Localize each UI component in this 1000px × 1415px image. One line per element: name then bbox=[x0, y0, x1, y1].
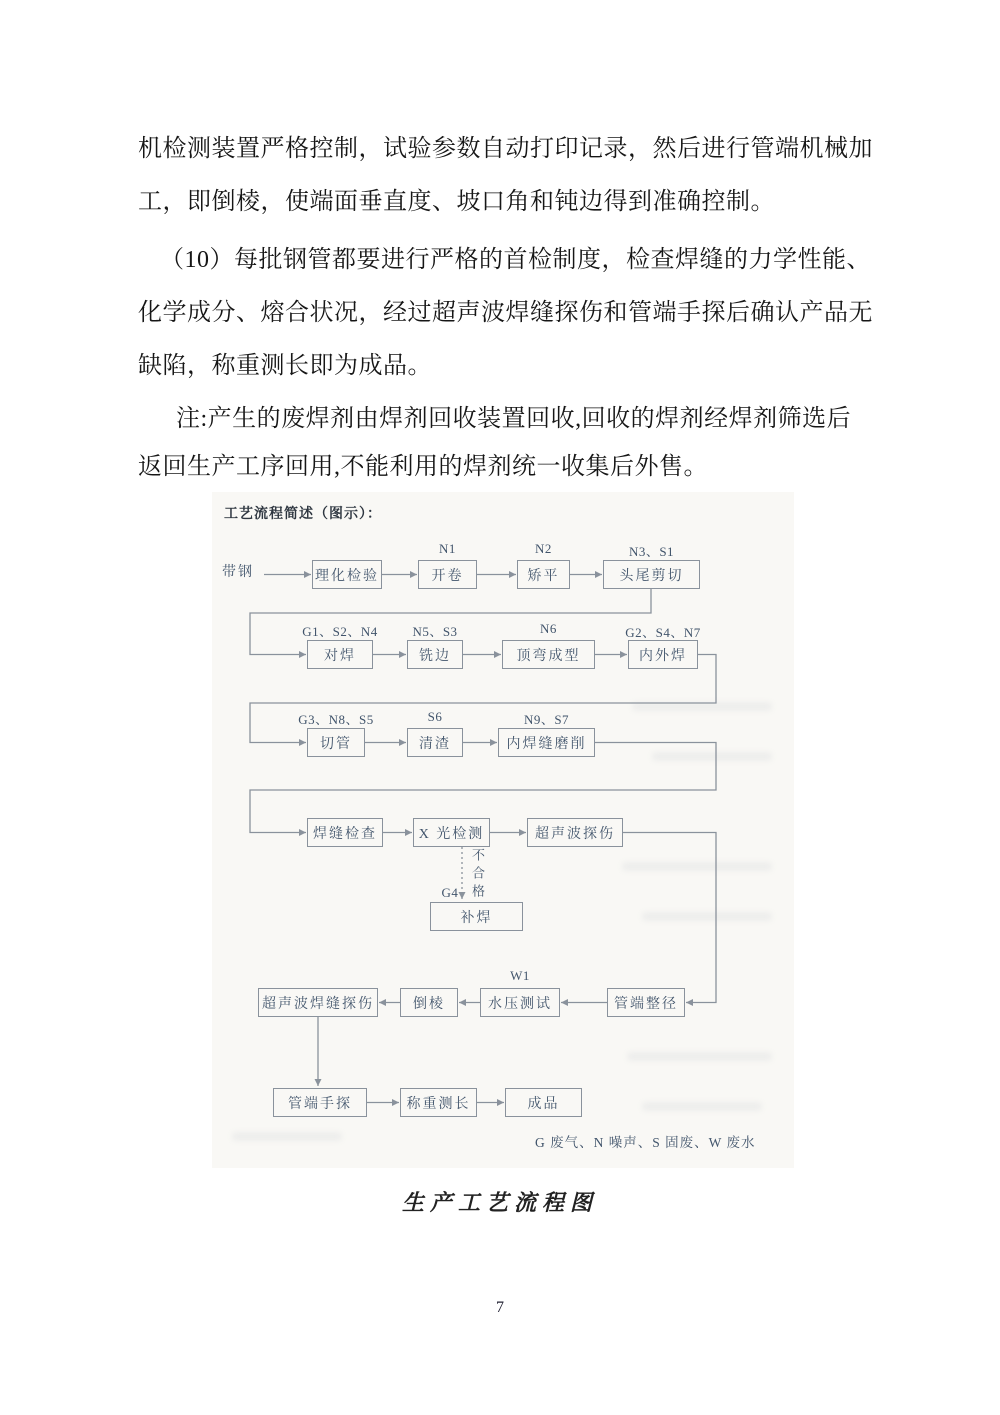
paragraph-line: 化学成分、熔合状况，经过超声波焊缝探伤和管端手探后确认产品无 bbox=[138, 300, 873, 326]
flow-node-physical-chemical-test: 理化检验 bbox=[312, 560, 382, 589]
flow-tag-n9-s7: N9、S7 bbox=[523, 712, 570, 727]
scan-bleed-artifact bbox=[232, 1132, 342, 1141]
flow-node-butt-welding: 对焊 bbox=[307, 640, 373, 669]
flow-tag-n1: N1 bbox=[439, 541, 456, 556]
flow-node-pipe-end-sizing: 管端整径 bbox=[607, 988, 685, 1017]
flow-tag-g2-s4-n7: G2、S4、N7 bbox=[625, 625, 701, 640]
flow-node-chamfering: 倒棱 bbox=[400, 988, 458, 1017]
flow-node-pipe-end-manual-probe: 管端手探 bbox=[273, 1088, 367, 1117]
flow-tag-g4: G4 bbox=[441, 885, 459, 900]
scan-bleed-artifact bbox=[622, 862, 772, 871]
paragraph-line: 注:产生的废焊剂由焊剂回收装置回收,回收的焊剂经焊剂筛选后 bbox=[176, 406, 852, 432]
flow-tag-n2: N2 bbox=[535, 541, 552, 556]
paragraph-line: 机检测装置严格控制，试验参数自动打印记录，然后进行管端机械加 bbox=[138, 136, 873, 162]
page-number: 7 bbox=[496, 1299, 504, 1316]
flow-node-hydrostatic-test: 水压测试 bbox=[480, 988, 560, 1017]
flow-tag-w1: W1 bbox=[510, 968, 530, 983]
flow-node-edge-milling: 铣边 bbox=[407, 640, 463, 669]
paragraph-line: 工，即倒棱，使端面垂直度、坡口角和钝边得到准确控制。 bbox=[138, 189, 775, 215]
flow-node-finished-product: 成品 bbox=[505, 1088, 582, 1117]
flow-node-x-ray-inspection: X 光检测 bbox=[413, 818, 490, 847]
flow-node-weld-inspection: 焊缝检查 bbox=[307, 818, 383, 847]
flow-node-uncoiling: 开卷 bbox=[418, 560, 477, 589]
reject-branch-label: 不合格 bbox=[470, 848, 485, 902]
flow-tag-n6: N6 bbox=[540, 621, 557, 636]
paragraph-line: 缺陷，称重测长即为成品。 bbox=[138, 353, 432, 379]
scan-bleed-artifact bbox=[642, 912, 772, 921]
flow-node-head-tail-shearing: 头尾剪切 bbox=[603, 560, 700, 589]
paragraph-line: 返回生产工序回用,不能利用的焊剂统一收集后外售。 bbox=[138, 454, 708, 480]
flow-source-label: 带钢 bbox=[222, 565, 254, 580]
flowchart-figure-background bbox=[212, 492, 794, 1168]
flow-node-weighing-measuring: 称重测长 bbox=[400, 1088, 477, 1117]
flow-node-pipe-cutting: 切管 bbox=[307, 728, 365, 757]
flow-tag-g1-s2-n4: G1、S2、N4 bbox=[302, 624, 378, 639]
figure-caption: 生产工艺流程图 bbox=[401, 1190, 598, 1215]
flow-tag-n3-s1: N3、S1 bbox=[628, 544, 675, 559]
flow-tag-g3-n8-s5: G3、N8、S5 bbox=[298, 712, 374, 727]
scan-bleed-artifact bbox=[632, 702, 772, 711]
paragraph-line: （10）每批钢管都要进行严格的首检制度，检查焊缝的力学性能、 bbox=[160, 247, 871, 273]
flow-tag-s6: S6 bbox=[427, 709, 443, 724]
flow-tag-n5-s3: N5、S3 bbox=[412, 624, 458, 639]
flow-node-ultrasonic-flaw-detection: 超声波探伤 bbox=[527, 818, 623, 847]
scan-bleed-artifact bbox=[652, 752, 772, 761]
scan-bleed-artifact bbox=[642, 1102, 762, 1111]
flow-node-leveling: 矫平 bbox=[517, 560, 570, 589]
flowchart-title: 工艺流程简述（图示）： bbox=[224, 505, 382, 521]
scan-bleed-artifact bbox=[627, 1052, 772, 1061]
flow-node-inner-weld-grinding: 内焊缝磨削 bbox=[498, 728, 595, 757]
flow-node-repair-welding: 补焊 bbox=[430, 902, 523, 931]
emission-legend: G 废气、N 噪声、S 固废、W 废水 bbox=[535, 1135, 756, 1150]
flow-node-inner-outer-welding: 内外焊 bbox=[628, 640, 698, 669]
flow-node-slag-cleaning: 清渣 bbox=[407, 728, 463, 757]
flow-node-ultrasonic-weld-inspection: 超声波焊缝探伤 bbox=[258, 988, 378, 1017]
flow-node-bending-forming: 顶弯成型 bbox=[502, 640, 595, 669]
